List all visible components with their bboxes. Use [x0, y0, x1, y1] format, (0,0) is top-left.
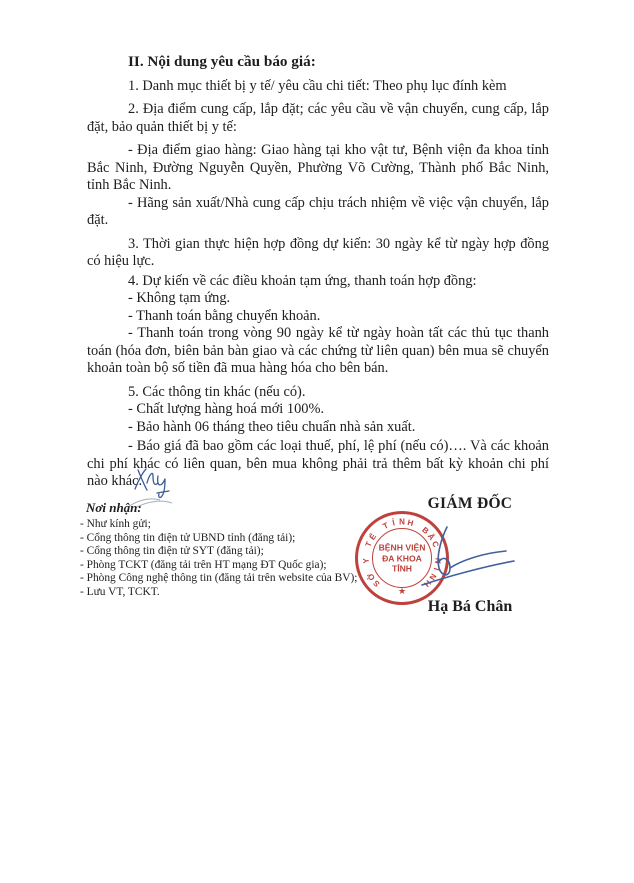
paragraph-item-3: 3. Thời gian thực hiện hợp đồng dự kiến: 30 ngày kể từ ngày hợp đồng có hiệu lực. [87, 235, 549, 269]
stamp-ring-char: C [429, 539, 441, 549]
stamp-ring-char: N [433, 557, 443, 565]
section-heading: II. Nội dung yêu cầu báo giá: [128, 53, 316, 70]
paragraph-no-advance: - Không tạm ứng. [128, 290, 231, 306]
stamp-ring-char: I [431, 566, 441, 572]
stamp-ring-char: H [406, 517, 415, 529]
paragraph-item-4: 4. Dự kiến về các điều khoản tạm ứng, thanh toán hợp đồng: [128, 272, 477, 289]
recipient-item: - Phòng Công nghệ thông tin (đăng tải trên website của BV); [80, 572, 358, 584]
stamp-center-line: ĐA KHOA [382, 552, 422, 563]
paragraph-item-1: 1. Danh mục thiết bị y tế/ yêu cầu chi tiết: Theo phụ lục đính kèm [128, 77, 507, 94]
recipient-item: - Phòng TCKT (đăng tải trên HT mạng ĐT Quốc gia); [80, 558, 327, 571]
stamp-ring-char: H [422, 578, 433, 589]
director-signature [410, 515, 522, 593]
paragraph-quality: - Chất lượng hàng hoá mới 100%. [128, 401, 325, 417]
signer-title: GIÁM ĐỐC [427, 495, 513, 512]
stamp-ring-char: N [427, 571, 439, 582]
paragraph-item-5: 5. Các thông tin khác (nếu có). [128, 383, 306, 400]
recipient-item: - Cổng thông tin điện tử UBND tỉnh (đăng tải); [80, 531, 296, 544]
stamp-ring-char: Ỉ [391, 518, 396, 528]
recipients-label: Nơi nhận: [86, 500, 142, 515]
stamp-ring-char: Ế [367, 532, 379, 542]
paragraph-payment-terms: - Thanh toán trong vòng 90 ngày kể từ ngày hoàn tất các thủ tục thanh toán (hóa đơn, biên bản bàn giao và các chứng từ liên quan) bên mua sẽ chuyển khoản toàn bộ số tiền đã mua hàng hóa cho bên bán. [87, 325, 549, 376]
stamp-ring-char: T [381, 520, 390, 532]
recipients-block [80, 500, 380, 599]
stamp-ring-char: Y [361, 557, 371, 564]
recipient-item: - Cổng thông tin điện tử SYT (đăng tải); [80, 545, 264, 557]
document-body [87, 53, 549, 491]
stamp-ring-char: N [399, 517, 405, 527]
stamp-ring-char: Ắ [425, 531, 437, 542]
paragraph-manufacturer: - Hãng sản xuất/Nhà cung cấp chịu trách nhiệm về việc vận chuyển, lắp đặt. [87, 194, 549, 228]
recipients-list [80, 518, 380, 599]
stamp-ring-char: T [363, 540, 374, 549]
stamp-center-line: BỆNH VIỆN [378, 542, 426, 553]
paragraph-price-includes: - Báo giá đã bao gồm các loại thuế, phí, lệ phí (nếu có)…. Và các khoản chi phí khác có liên quan, bên mua không phải trả thêm bất kỳ khoản chi phí nào khác. [87, 438, 549, 489]
paragraph-bank-transfer: - Thanh toán bằng chuyển khoản. [128, 307, 321, 324]
paragraph-delivery-location: - Địa điểm giao hàng: Giao hàng tại kho vật tư, Bệnh viện đa khoa tỉnh Bắc Ninh, Đường Nguyễn Quyền, Phường Võ Cường, Thành phố Bắc Ninh, tỉnh Bắc Ninh. [87, 142, 549, 193]
stamp-star-icon: ★ [397, 587, 407, 597]
stamp-ring-char: B [420, 525, 431, 536]
recipient-item: - Lưu VT, TCKT. [80, 585, 160, 598]
stamp-ring-char: S [371, 578, 382, 589]
paragraph-item-2: 2. Địa điểm cung cấp, lắp đặt; các yêu cầu về vận chuyển, cung cấp, lắp đặt, bảo quản thiết bị y tế: [87, 101, 549, 135]
paragraph-warranty: - Bảo hành 06 tháng theo tiêu chuẩn nhà sản xuất. [128, 418, 416, 435]
recipient-item: - Như kính gửi; [80, 518, 151, 530]
stamp-ring-char: Ở [365, 571, 377, 583]
stamp-center-line: TỈNH [391, 563, 413, 574]
signer-name: Hạ Bá Chân [427, 598, 513, 615]
